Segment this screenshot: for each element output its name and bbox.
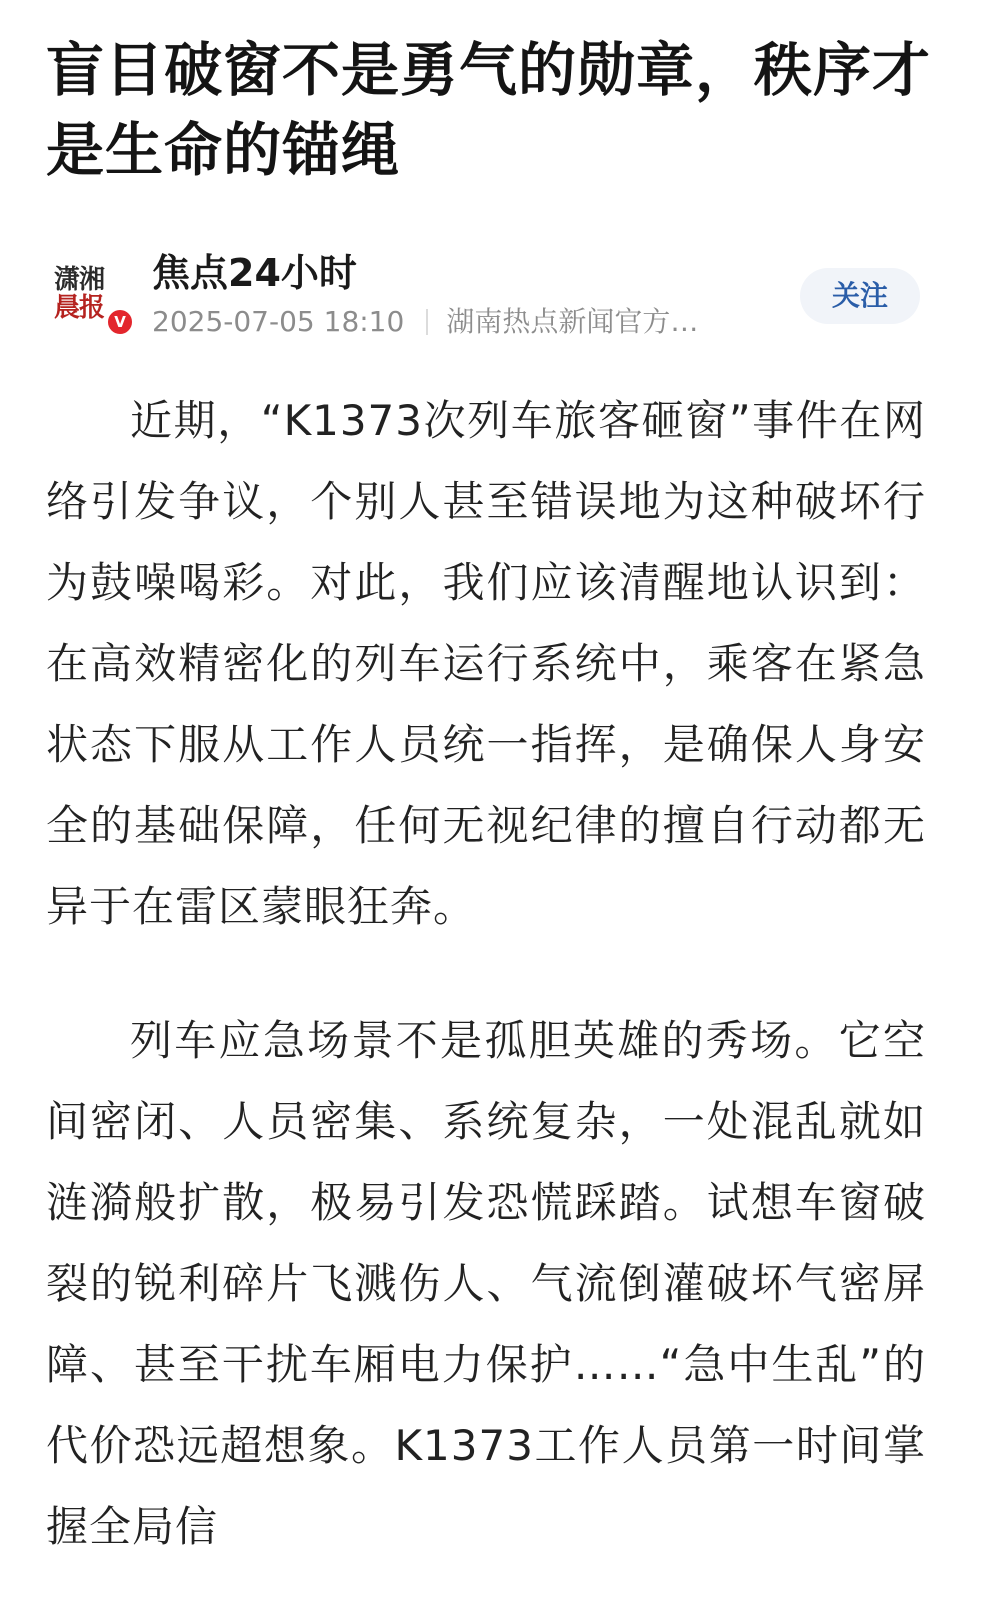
- article-title: 盲目破窗不是勇气的勋章，秩序才是生命的锚绳: [46, 36, 932, 184]
- avatar-logo-text-top: 潇湘: [54, 265, 105, 295]
- verified-badge-icon: V: [106, 308, 134, 336]
- author-description: 湖南热点新闻官方…: [446, 305, 699, 338]
- author-meta: [152, 304, 698, 340]
- follow-button[interactable]: 关注: [800, 268, 920, 324]
- article-body: [46, 380, 926, 1607]
- publish-time: 2025-07-05 18:10: [152, 305, 405, 338]
- meta-divider: [426, 309, 428, 335]
- avatar-logo-text-bottom: 晨报: [54, 293, 105, 323]
- author-name[interactable]: 焦点24小时: [152, 251, 357, 295]
- paragraph: 近期，“K1373次列车旅客砸窗”事件在网络引发争议，个别人甚至错误地为这种破坏行为鼓噪喝彩。对此，我们应该清醒地认识到：在高效精密化的列车运行系统中，乘客在紧急状态下服从工作人员统一指挥，是确保人身安全的基础保障，任何无视纪律的擅自行动都无异于在雷区蒙眼狂奔。: [46, 396, 926, 931]
- paragraph: 列车应急场景不是孤胆英雄的秀场。它空间密闭、人员密集、系统复杂，一处混乱就如涟漪般扩散，极易引发恐慌踩踏。试想车窗破裂的锐利碎片飞溅伤人、气流倒灌破坏气密屏障、甚至干扰车厢电力保护……“急中生乱”的代价恐远超想象。K1373工作人员第一时间掌握全局信: [46, 1016, 926, 1551]
- author-avatar[interactable]: [50, 260, 128, 332]
- author-bar: [46, 248, 946, 348]
